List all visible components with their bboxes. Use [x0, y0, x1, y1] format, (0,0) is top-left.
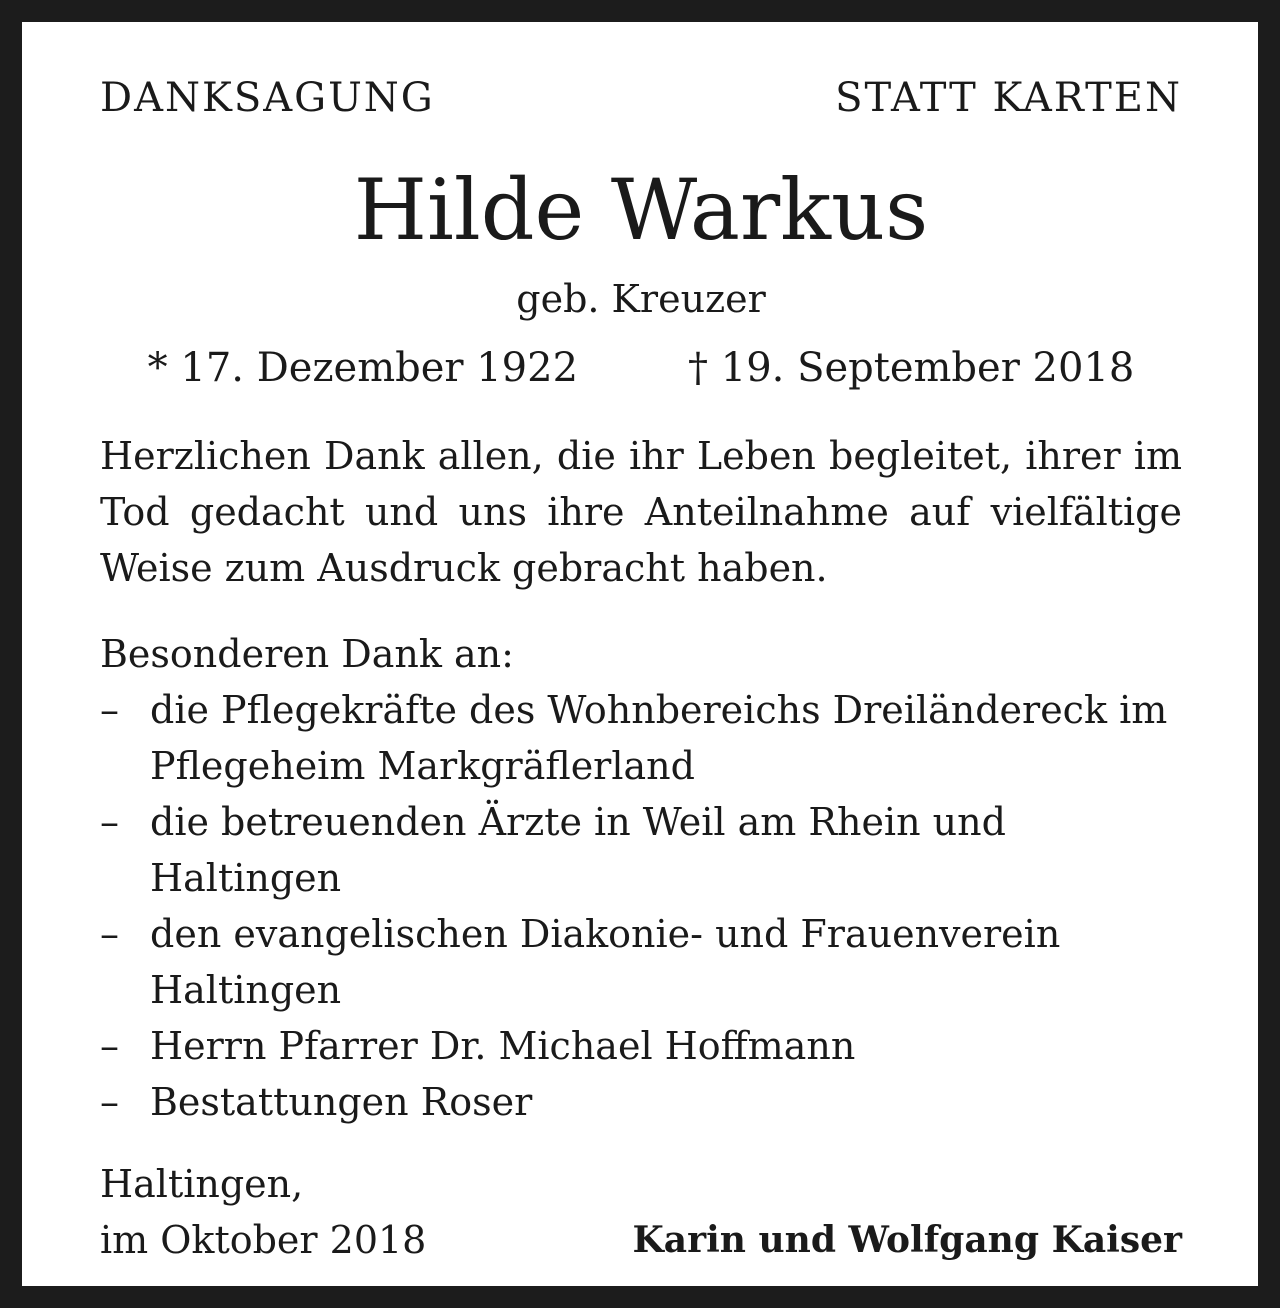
death-date: † 19. September 2018 [688, 345, 1135, 391]
list-item-text: Bestattungen Roser [150, 1080, 533, 1124]
list-item [100, 682, 1182, 794]
place-date [100, 1156, 426, 1268]
special-thanks-title: Besonderen Dank an: [100, 632, 514, 676]
list-item-text: Herrn Pfarrer Dr. Michael Hoffmann [150, 1024, 856, 1068]
header-row [100, 75, 1182, 124]
special-thanks-list [100, 682, 1182, 1130]
notice-content [100, 75, 1182, 1262]
list-item-text: den evangelischen Diakonie- und Frauenverein Haltingen [150, 912, 1061, 1012]
list-item [100, 1018, 1182, 1074]
thanks-paragraph: Herzlichen Dank allen, die ihr Leben begleitet, ihrer im Tod gedacht und uns ihre Anteilnahme auf vielfältige Weise zum Ausdruck gebracht haben. [100, 434, 1182, 590]
list-item-text: die Pflegekräfte des Wohnbereichs Dreiländereck im Pflegeheim Markgräflerland [150, 688, 1168, 788]
deceased-name: Hilde Warkus [353, 161, 929, 259]
dash-marker: – [100, 688, 119, 732]
date: im Oktober 2018 [100, 1218, 427, 1262]
header-left: DANKSAGUNG [100, 75, 435, 121]
signature: Karin und Wolfgang Kaiser [632, 1219, 1182, 1261]
place: Haltingen, [100, 1162, 304, 1206]
dash-marker: – [100, 1080, 119, 1124]
dash-marker: – [100, 912, 119, 956]
maiden-name: geb. Kreuzer [516, 277, 766, 321]
life-dates [100, 345, 1182, 391]
header-right: STATT KARTEN [835, 75, 1182, 121]
list-item [100, 794, 1182, 906]
list-item [100, 1074, 1182, 1130]
dash-marker: – [100, 800, 119, 844]
birth-date: * 17. Dezember 1922 [147, 345, 579, 391]
list-item-text: die betreuenden Ärzte in Weil am Rhein und Haltingen [150, 800, 1006, 900]
dash-marker: – [100, 1024, 119, 1068]
list-item [100, 906, 1182, 1018]
footer-row [100, 1156, 1182, 1268]
